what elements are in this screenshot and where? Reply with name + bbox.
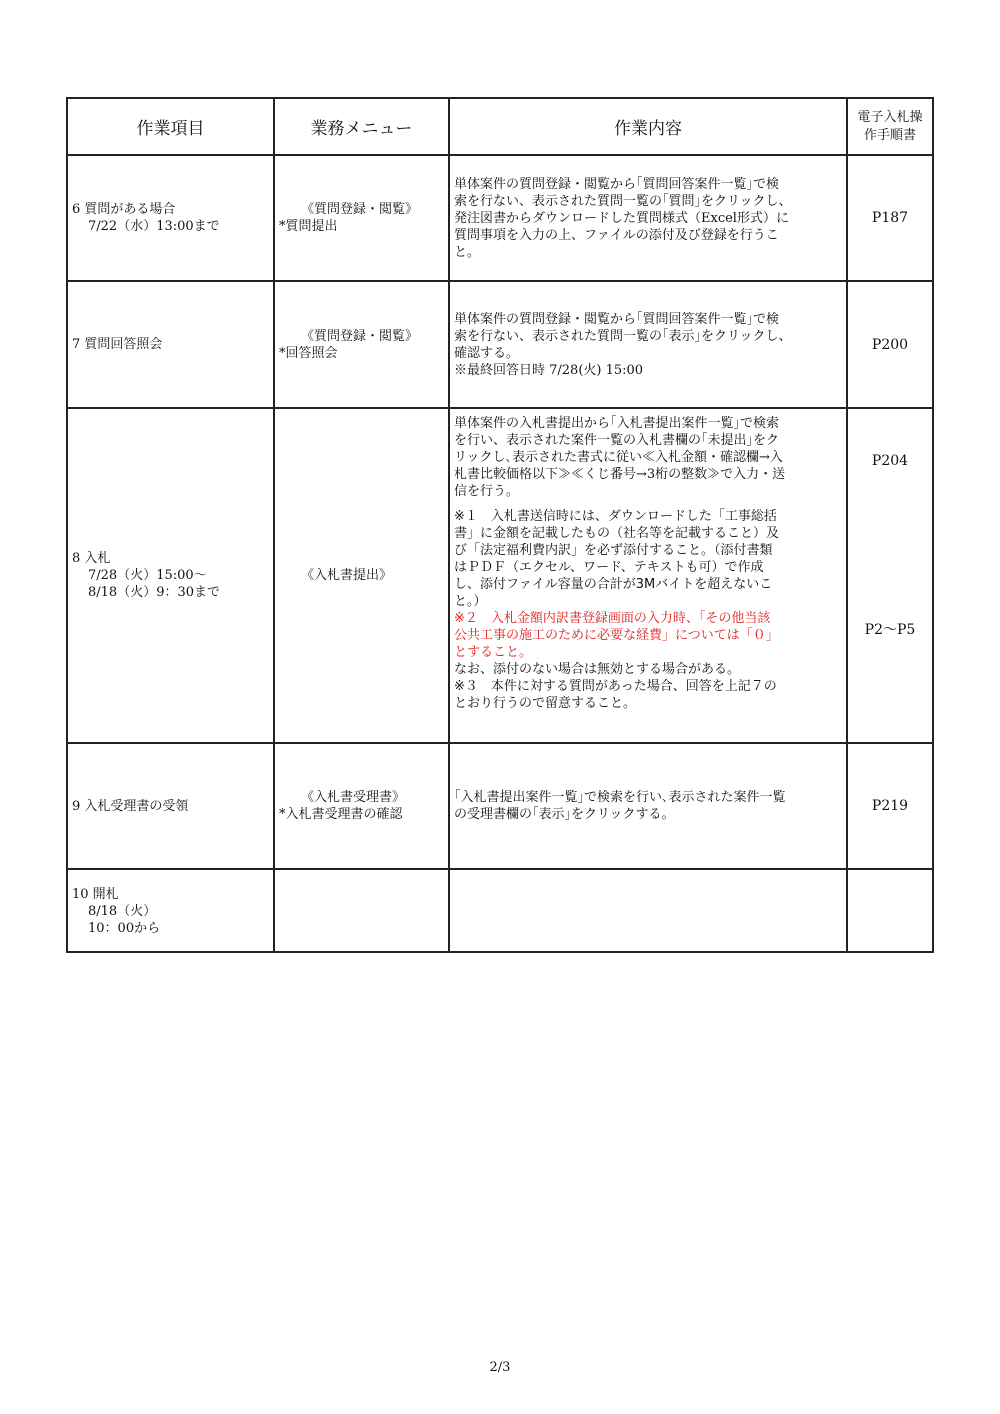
header-manual <box>847 98 933 155</box>
header-manual-line2: 作手順書 <box>863 127 916 143</box>
content-line: リックし､表示された書式に従い≪入札金額・確認欄→入 <box>454 450 783 465</box>
item-period-end: 8/18（火）9：30まで <box>88 585 221 600</box>
menu-sub: *質問提出 <box>279 219 338 234</box>
menu-title: 《質問登録・閲覧》 <box>301 328 419 344</box>
header-manual-line1: 電子入札操 <box>857 109 923 125</box>
header-row <box>67 98 933 155</box>
item-title: 7 質問回答照会 <box>72 337 163 352</box>
menu-cell <box>274 281 449 408</box>
item-period-start: 7/28（火）15:00～ <box>88 568 207 583</box>
table-row <box>67 743 933 869</box>
page-ref: P200 <box>847 281 933 408</box>
content-line: 発注図書からダウンロードした質問様式（Excel形式）に <box>454 210 789 226</box>
note-line-red: 公共工事の施工のために必要な経費」については「０」 <box>454 628 779 643</box>
content-line: 札書比較価格以下≫≪くじ番号→3桁の整数≫で入力・送 <box>454 467 786 482</box>
content-cell <box>449 155 847 281</box>
menu-cell <box>274 155 449 281</box>
header-menu: 業務メニュー <box>274 98 449 155</box>
content-line: を行い、表示された案件一覧の入札書欄の｢未提出｣をク <box>454 433 780 448</box>
note-line: ※３ 本件に対する質問があった場合、回答を上記７の <box>454 679 777 694</box>
content-line: 確認する。 <box>454 345 520 361</box>
note-line-red: とすること。 <box>454 645 533 660</box>
content-cell <box>449 281 847 408</box>
content-line: 単体案件の入札書提出から｢入札書提出案件一覧｣で検索 <box>454 416 780 431</box>
item-title: 8 入札 <box>72 551 111 566</box>
item-title: 10 開札 <box>72 887 119 902</box>
content-line: ｢入札書提出案件一覧｣で検索を行い､表示された案件一覧 <box>454 790 786 805</box>
note-line: 書」に金額を記載したもの（社名等を記載すること）及 <box>454 526 780 541</box>
content-line: と。 <box>454 244 481 260</box>
note-line: と。） <box>454 594 487 609</box>
content-cell <box>449 408 847 743</box>
content-line: 単体案件の質問登録・閲覧から｢質問回答案件一覧｣で検 <box>454 176 780 192</box>
item-date: 8/18（火） <box>88 904 157 919</box>
note-line: なお、添付のない場合は無効とする場合がある。 <box>454 662 741 677</box>
content-line: 信を行う。 <box>454 484 520 499</box>
menu-cell <box>274 743 449 869</box>
menu-title: 《入札書提出》 <box>301 568 393 583</box>
item-cell <box>67 743 274 869</box>
note-line: し、添付ファイル容量の合計が3Mバイトを超えないこ <box>454 577 773 592</box>
item-time: 10：00から <box>88 921 161 936</box>
attachment-notes <box>454 508 842 712</box>
item-cell <box>67 281 274 408</box>
content-line: 質問事項を入力の上、ファイルの添付及び登録を行うこ <box>454 227 779 243</box>
header-content: 作業内容 <box>449 98 847 155</box>
item-title: 6 質問がある場合 <box>72 202 176 217</box>
note-line: び「法定福利費内訳」を必ず添付すること。（添付書類 <box>454 543 773 558</box>
page-ref-cell <box>847 408 933 743</box>
item-title: 9 入札受理書の受領 <box>72 798 189 814</box>
content-line: 索を行ない、表示された質問一覧の｢質問｣をクリックし、 <box>454 193 792 209</box>
menu-title: 《入札書受理書》 <box>301 790 406 805</box>
menu-title: 《質問登録・閲覧》 <box>301 202 419 217</box>
note-line: とおり行うので留意すること。 <box>454 696 637 711</box>
content-cell <box>449 869 847 952</box>
item-cell <box>67 869 274 952</box>
menu-cell <box>274 869 449 952</box>
header-item: 作業項目 <box>67 98 274 155</box>
procedure-table <box>66 97 934 953</box>
page-ref: P187 <box>847 155 933 281</box>
item-deadline: 7/22（水）13:00まで <box>88 219 220 234</box>
table-row <box>67 155 933 281</box>
page-ref-2: P2～P5 <box>864 622 916 638</box>
page-ref: P219 <box>847 743 933 869</box>
content-line: ※最終回答日時 7/28(火) 15:00 <box>454 362 644 378</box>
page-ref <box>847 869 933 952</box>
item-cell <box>67 408 274 743</box>
item-cell <box>67 155 274 281</box>
content-line: 索を行ない、表示された質問一覧の｢表示｣をクリックし、 <box>454 328 792 344</box>
content-cell <box>449 743 847 869</box>
content-line: 単体案件の質問登録・閲覧から｢質問回答案件一覧｣で検 <box>454 311 780 327</box>
note-line: はＰＤＦ（エクセル、ワード、テキストも可）で作成 <box>454 560 764 575</box>
table-row <box>67 869 933 952</box>
menu-sub: *入札書受理書の確認 <box>279 807 403 822</box>
page-number: 2/3 <box>489 1360 511 1375</box>
note-line: ※１ 入札書送信時には、ダウンロードした「工事総括 <box>454 509 777 524</box>
menu-sub: *回答照会 <box>279 345 338 361</box>
table-row <box>67 281 933 408</box>
page-ref: P204 <box>871 453 909 469</box>
note-line-red: ※２ 入札金額内訳書登録画面の入力時、「その他当該 <box>454 611 771 626</box>
content-line: の受理書欄の｢表示｣をクリックする。 <box>454 807 675 822</box>
menu-cell <box>274 408 449 743</box>
table-row <box>67 408 933 743</box>
